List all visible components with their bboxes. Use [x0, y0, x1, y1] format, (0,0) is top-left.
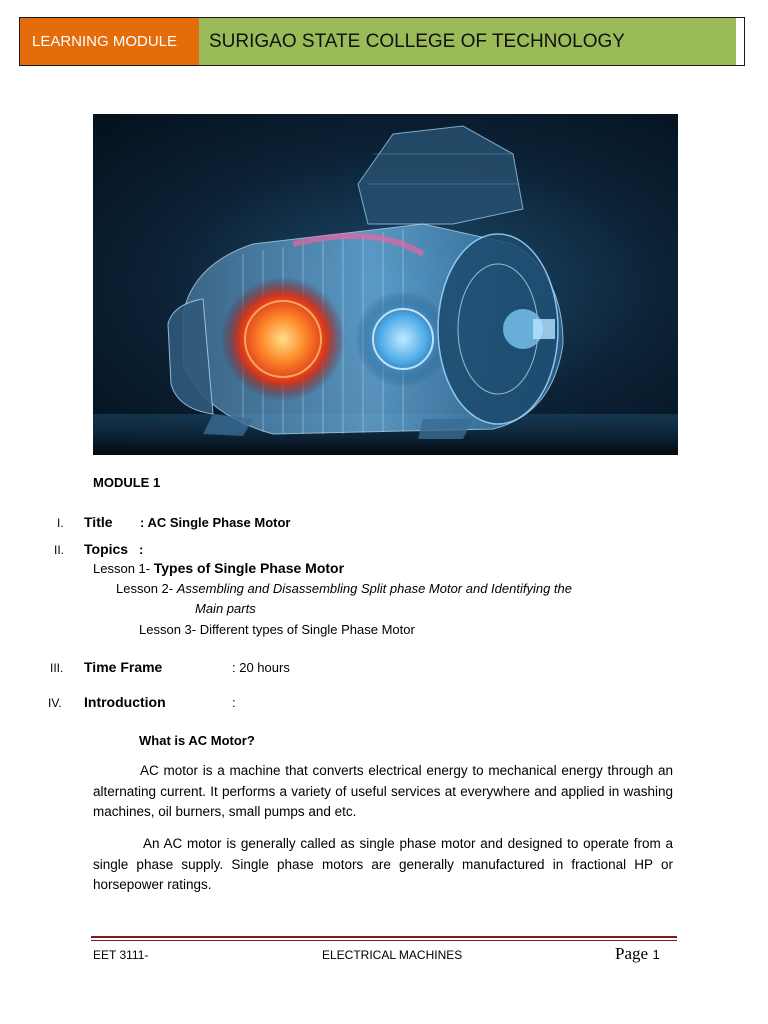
title-label: Title [84, 514, 113, 530]
lesson-2 [116, 581, 572, 596]
footer-course-name: ELECTRICAL MACHINES [322, 948, 463, 962]
lesson-2-text-continued: Main parts [195, 601, 256, 616]
lesson-2-prefix: Lesson 2- [116, 581, 174, 596]
numeral-iv: IV. [48, 696, 62, 710]
footer-rule-bottom [91, 940, 677, 941]
lesson-2-text: Assembling and Disassembling Split phase Motor and Identifying the [176, 581, 572, 596]
topics-colon: : [139, 542, 144, 557]
page-number: 1 [652, 947, 660, 962]
topics-label: Topics [84, 541, 129, 557]
module-heading: MODULE 1 [93, 475, 161, 490]
intro-paragraph-1: AC motor is a machine that converts electrical energy to mechanical energy through an alternating current. It performs a variety of useful services at everywhere and applied in washing machines, oil burners, small pumps and etc. [93, 763, 673, 819]
page-label: Page [615, 944, 649, 963]
module-header [19, 17, 745, 66]
time-frame-label: Time Frame [84, 659, 163, 675]
numeral-ii: II. [54, 543, 65, 557]
lesson-1 [93, 560, 344, 576]
learning-module-label: LEARNING MODULE [20, 18, 199, 65]
footer-page [615, 944, 660, 964]
ac-motor-illustration [93, 114, 678, 455]
lesson-1-text: Types of Single Phase Motor [153, 560, 345, 576]
lesson-3-prefix: Lesson 3- [139, 622, 197, 637]
lesson-3 [139, 622, 415, 637]
intro-paragraph-2: An AC motor is generally called as single phase motor and designed to operate from a single phase supply. Single phase motors are generally manufactured in fractional HP or horsepower ratings. [93, 836, 673, 892]
numeral-i: I. [57, 516, 64, 530]
motor-icon [93, 114, 678, 455]
footer-rule-top [91, 936, 677, 938]
time-frame-value: : 20 hours [232, 660, 290, 675]
title-value: : AC Single Phase Motor [140, 515, 291, 530]
college-title: SURIGAO STATE COLLEGE OF TECHNOLOGY [199, 18, 744, 65]
footer-course-code: EET 3111- [93, 948, 149, 962]
intro-heading: What is AC Motor? [139, 733, 255, 748]
lesson-1-prefix: Lesson 1- [93, 561, 151, 576]
introduction-label: Introduction [84, 694, 166, 710]
introduction-colon: : [232, 695, 236, 710]
numeral-iii: III. [50, 661, 64, 675]
lesson-3-text: Different types of Single Phase Motor [199, 622, 415, 637]
